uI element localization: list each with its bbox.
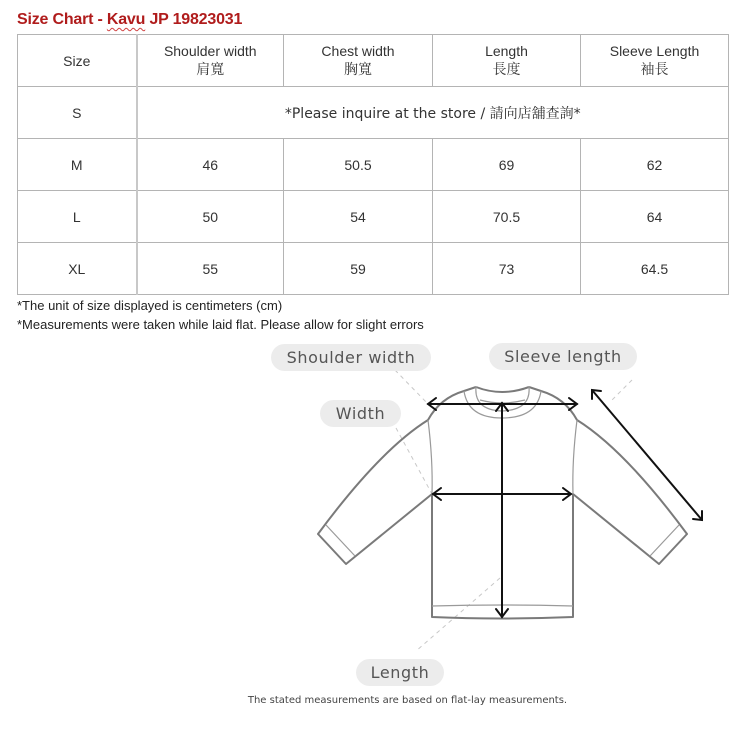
label-width: Width — [320, 400, 401, 427]
title-brand: Kavu — [106, 11, 146, 28]
cell-length: 73 — [433, 243, 581, 295]
measurement-arrows — [428, 390, 702, 617]
label-shoulder-width: Shoulder width — [271, 344, 431, 371]
cell-size: S — [18, 87, 137, 139]
header-length: Length 長度 — [433, 35, 581, 87]
cell-chest: 54 — [284, 191, 433, 243]
label-length: Length — [356, 659, 444, 686]
header-shoulder-width: Shoulder width 肩寬 — [137, 35, 284, 87]
cell-length: 69 — [433, 139, 581, 191]
cell-size: XL — [18, 243, 137, 295]
sleeve-length-arrow — [592, 390, 702, 520]
label-sleeve-length: Sleeve length — [489, 343, 637, 370]
unit-note: *The unit of size displayed is centimeters (cm) — [17, 298, 283, 313]
cell-sleeve: 62 — [581, 139, 729, 191]
cell-chest: 59 — [284, 243, 433, 295]
cell-size: M — [18, 139, 137, 191]
cell-shoulder: 50 — [137, 191, 284, 243]
leader-lines — [395, 370, 632, 651]
cell-chest: 50.5 — [284, 139, 433, 191]
cell-sleeve: 64 — [581, 191, 729, 243]
title-suffix: JP 19823031 — [145, 11, 243, 28]
header-sleeve-length: Sleeve Length 袖長 — [581, 35, 729, 87]
cell-shoulder: 46 — [137, 139, 284, 191]
cell-length: 70.5 — [433, 191, 581, 243]
header-size: Size — [18, 35, 137, 87]
flat-lay-footnote: The stated measurements are based on flat-lay measurements. — [247, 695, 568, 706]
cell-inquire-note: *Please inquire at the store / 請向店舖查詢* — [137, 87, 729, 139]
title-prefix: Size Chart - — [17, 11, 107, 28]
measurement-note: *Measurements were taken while laid flat. Please allow for slight errors — [17, 317, 424, 332]
cell-size: L — [18, 191, 137, 243]
header-chest-width: Chest width 胸寬 — [284, 35, 433, 87]
cell-sleeve: 64.5 — [581, 243, 729, 295]
cell-shoulder: 55 — [137, 243, 284, 295]
